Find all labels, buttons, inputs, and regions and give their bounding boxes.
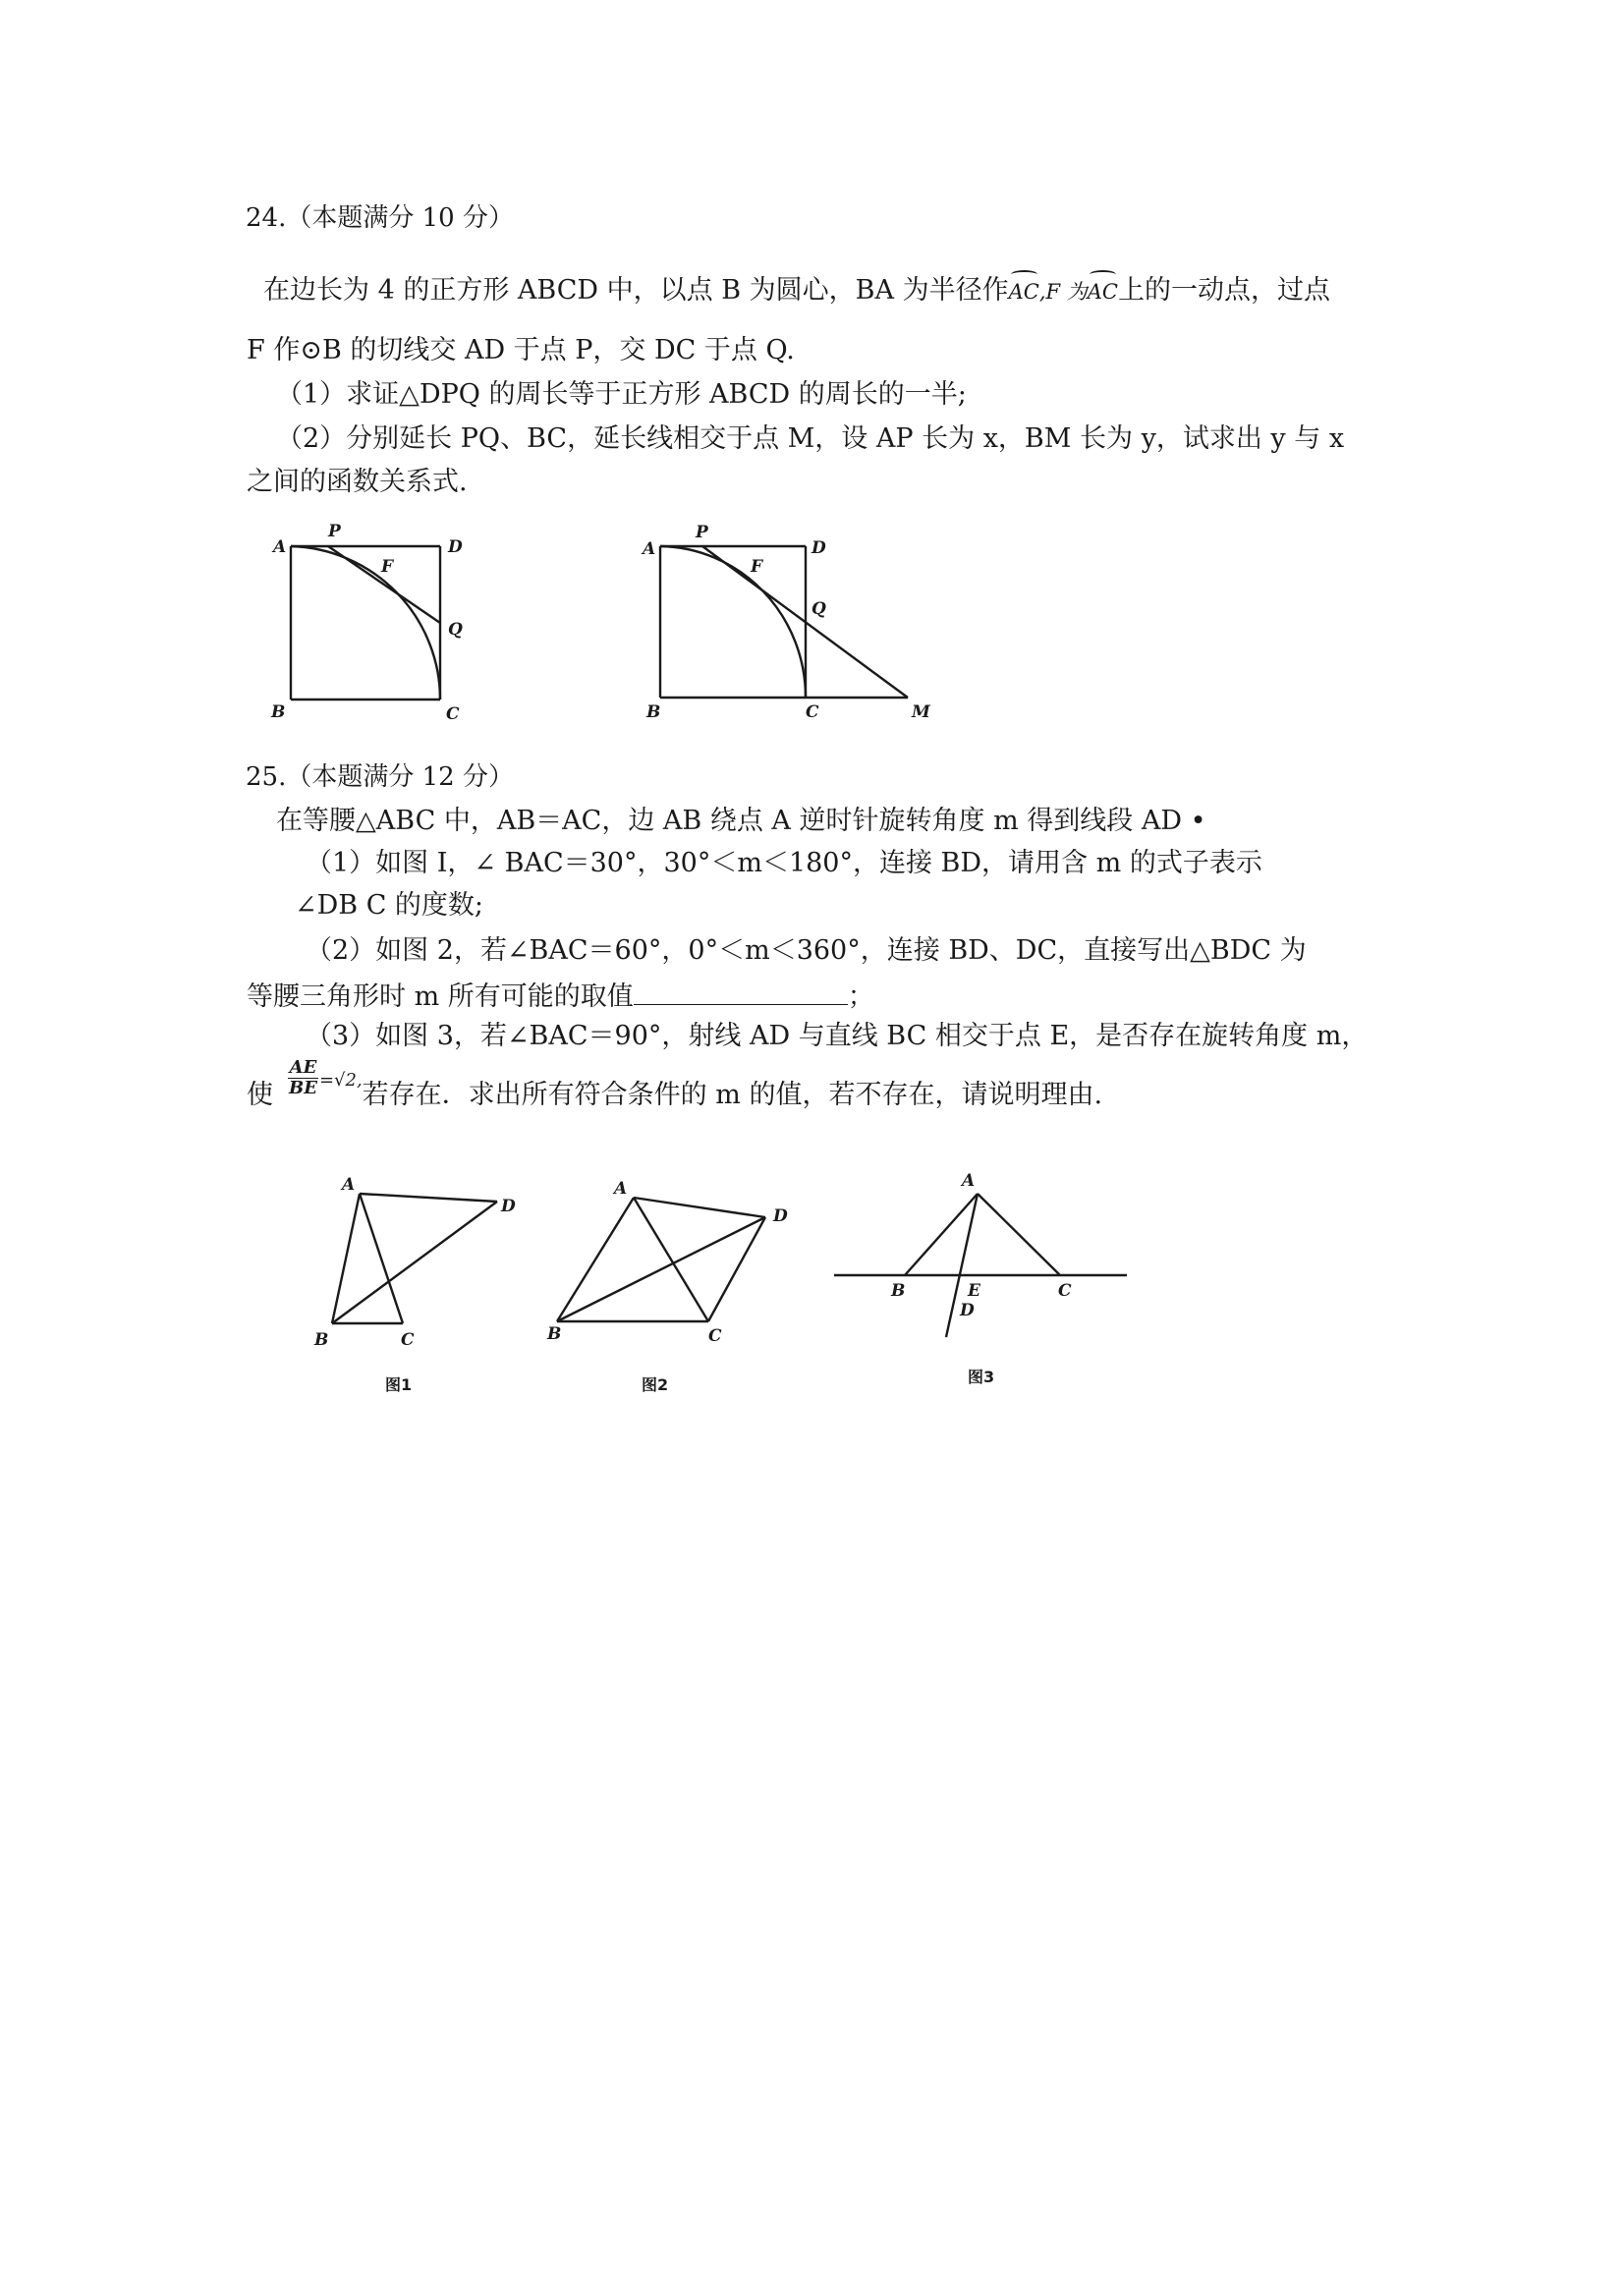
problem-25-part-2-line-2 [247,977,874,1015]
point-label-f: F [751,557,763,577]
fraction-denominator: BE [289,1078,317,1098]
point-label-c: C [1058,1281,1072,1301]
figure-caption: 图3 [968,1368,995,1386]
arc-ac-label: AC [1009,274,1039,309]
problem-25-heading: 25.（本题满分 12 分） [246,762,514,792]
point-label-c: C [446,704,460,724]
problem-24-statement-line-2: F 作⊙B 的切线交 AD 于点 P，交 DC 于点 Q. [247,335,795,365]
point-label-c: C [401,1330,415,1350]
point-label-f: F [381,557,394,577]
statement-text: 若存在．求出所有符合条件的 m 的值，若不存在，请说明理由. [362,1080,1103,1110]
figure-caption: 图1 [385,1375,413,1394]
statement-text: 上的一动点，过点 [1117,275,1330,306]
point-label-a: A [614,1179,628,1199]
point-label-b: B [314,1330,329,1350]
point-label-q: Q [812,599,826,619]
point-label-p: P [696,523,708,542]
point-label-c: C [708,1326,722,1346]
segment-ad [360,1194,497,1202]
segment-ab [905,1194,978,1275]
segment-ab [332,1194,360,1323]
problem-25-figure-2 [535,1174,811,1400]
ratio-fraction [287,1058,319,1098]
point-label-a: A [273,537,287,557]
problem-25-part-1-line-2: ∠DB C 的度数; [295,890,484,921]
point-label-d: D [960,1301,975,1320]
answer-blank [634,977,848,1005]
problem-25-figure-1 [305,1174,531,1400]
point-label-b: B [271,702,286,722]
point-label-c: C [806,702,819,722]
segment-ad [634,1198,765,1217]
problem-24-part-2-line-1: （2）分别延长 PQ、BC，延长线相交于点 M，设 AP 长为 x，BM 长为 y，试求出 y 与 x [276,423,1345,454]
problem-25-part-3-line-1: （3）如图 3，若∠BAC＝90°，射线 AD 与直线 BC 相交于点 E，是否存在旋转角度 m， [306,1021,1369,1051]
problem-25-part-3-line-2 [247,1057,1103,1116]
figure-caption: 图2 [642,1375,669,1394]
point-label-p: P [328,522,341,541]
point-label-m: M [912,702,930,722]
problem-25-part-1-line-1: （1）如图 I，∠ BAC＝30°，30°＜m＜180°，连接 BD，请用含 m 的式子表示 [306,848,1262,878]
segment-ac [634,1198,708,1321]
point-label-b: B [646,702,661,722]
segment-bd [332,1202,497,1323]
segment-dc [708,1217,765,1321]
point-label-a: A [962,1171,976,1191]
problem-24-figure-right [629,521,953,727]
point-label-q: Q [448,620,463,640]
point-label-b: B [891,1281,906,1301]
problem-24-statement-line-1 [263,273,1330,309]
problem-24-part-2-line-2: 之间的函数关系式. [247,467,468,497]
point-label-d: D [448,537,463,557]
fraction-numerator: AE [289,1057,317,1078]
segment-ac [360,1194,403,1323]
ratio-rhs: =√2, [318,1070,363,1091]
problem-25-part-2-line-1: （2）如图 2，若∠BAC＝60°，0°＜m＜360°，连接 BD、DC，直接写出△BDC 为 [306,935,1307,966]
problem-24-part-1: （1）求证△DPQ 的周长等于正方形 ABCD 的周长的一半; [276,379,967,410]
problem-24-heading: 24.（本题满分 10 分） [246,203,514,233]
segment-ac [978,1194,1060,1275]
point-label-d: D [812,538,826,558]
point-label-d: D [501,1197,516,1216]
point-label-d: D [773,1206,788,1226]
problem-24-figure-left [265,521,481,727]
point-label-b: B [547,1324,562,1344]
problem-25-figure-3 [830,1171,1135,1400]
point-label-a: A [342,1175,356,1195]
statement-text: ； [847,981,874,1012]
statement-text: 使 [247,1080,273,1110]
problem-25-intro: 在等腰△ABC 中，AB＝AC，边 AB 绕点 A 逆时针旋转角度 m 得到线段 AD • [276,806,1206,836]
arc-ac [291,546,440,700]
statement-text: 等腰三角形时 m 所有可能的取值 [247,981,634,1012]
statement-math: ,F 为 [1038,280,1088,304]
point-label-e: E [968,1281,980,1301]
arc-ac-label: AC [1088,274,1118,309]
point-label-a: A [643,539,656,559]
statement-text: 在边长为 4 的正方形 ABCD 中，以点 B 为圆心，BA 为半径作 [263,275,1009,306]
